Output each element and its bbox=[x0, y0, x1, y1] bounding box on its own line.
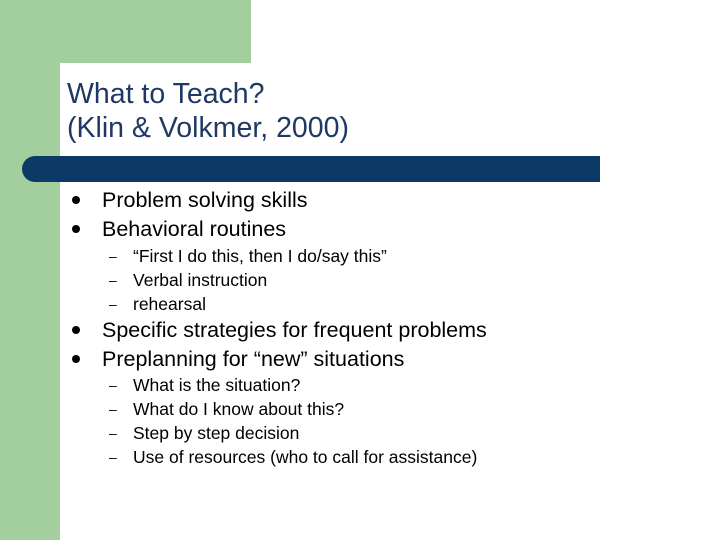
bullet-dot-icon bbox=[72, 326, 80, 334]
slide-title-line-1: What to Teach? bbox=[67, 78, 265, 110]
sub-bullet-text: Verbal instruction bbox=[133, 270, 268, 290]
sub-bullet-item bbox=[109, 374, 301, 396]
sub-bullet-item bbox=[109, 446, 478, 468]
sub-bullet-text: What is the situation? bbox=[133, 375, 301, 395]
bullet-dot-icon bbox=[72, 196, 80, 204]
bullet-text: Problem solving skills bbox=[102, 188, 308, 212]
sub-bullet-item bbox=[109, 422, 300, 444]
dash-icon: – bbox=[109, 377, 117, 393]
sub-bullet-text: “First I do this, then I do/say this” bbox=[133, 246, 387, 266]
bullet-text: Specific strategies for frequent problems bbox=[102, 318, 487, 342]
bullet-item bbox=[102, 317, 487, 343]
dash-icon: – bbox=[109, 401, 117, 417]
dash-icon: – bbox=[109, 296, 117, 312]
sub-bullet-text: rehearsal bbox=[133, 294, 206, 314]
dash-icon: – bbox=[109, 248, 117, 264]
sub-bullet-item bbox=[109, 269, 268, 291]
sub-bullet-item bbox=[109, 245, 387, 267]
dash-icon: – bbox=[109, 272, 117, 288]
sub-bullet-item bbox=[109, 398, 345, 420]
bullet-item bbox=[102, 346, 404, 372]
bullet-item bbox=[102, 187, 308, 213]
slide-title-line-2: (Klin & Volkmer, 2000) bbox=[67, 112, 349, 144]
bullet-dot-icon bbox=[72, 355, 80, 363]
sub-bullet-text: Use of resources (who to call for assistance) bbox=[133, 447, 478, 467]
bullet-item bbox=[102, 216, 286, 242]
sub-bullet-item bbox=[109, 293, 206, 315]
bullet-text: Behavioral routines bbox=[102, 217, 287, 241]
dash-icon: – bbox=[109, 449, 117, 465]
bullet-text: Preplanning for “new” situations bbox=[102, 347, 405, 371]
bullet-dot-icon bbox=[72, 225, 80, 233]
dash-icon: – bbox=[109, 425, 117, 441]
sub-bullet-text: What do I know about this? bbox=[133, 399, 345, 419]
sub-bullet-text: Step by step decision bbox=[133, 423, 300, 443]
